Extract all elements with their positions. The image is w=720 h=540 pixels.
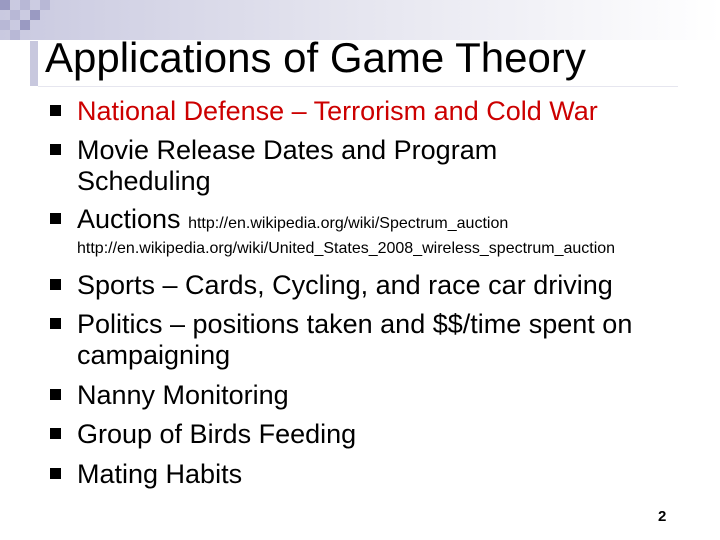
square-bullet-icon — [50, 105, 61, 116]
title-accent-bar — [30, 41, 38, 86]
banner-square — [20, 0, 30, 10]
banner-square — [30, 10, 40, 20]
square-bullet-icon — [50, 144, 61, 155]
square-bullet-icon — [50, 468, 61, 479]
bullet-text: Group of Birds Feeding — [77, 419, 357, 449]
banner-square — [0, 0, 10, 10]
square-bullet-icon — [50, 389, 61, 400]
spectrum-auction-link[interactable]: http://en.wikipedia.org/wiki/Spectrum_auction — [188, 215, 509, 232]
slide-title: Applications of Game Theory — [45, 34, 586, 81]
wireless-auction-link[interactable]: http://en.wikipedia.org/wiki/United_States_2008_wireless_spectrum_auction — [77, 240, 616, 257]
title-underline — [38, 86, 678, 87]
bullet-text: Movie Release Dates and Program Scheduling — [77, 135, 498, 196]
bullet-text: Politics – positions taken and $$/time spent on campaigning — [77, 309, 633, 370]
banner-square — [10, 10, 20, 20]
banner-square — [40, 0, 50, 10]
page-number: 2 — [658, 508, 667, 525]
bullet-text: Nanny Monitoring — [77, 380, 289, 410]
square-bullet-icon — [50, 213, 61, 224]
bullet-text-wrap — [77, 204, 697, 239]
banner-square — [10, 30, 20, 40]
banner-square — [20, 20, 30, 30]
square-bullet-icon — [50, 428, 61, 439]
square-bullet-icon — [50, 318, 61, 329]
bullet-text: Sports – Cards, Cycling, and race car driving — [77, 270, 613, 300]
square-bullet-icon — [50, 279, 61, 290]
bullet-text: Auctions — [77, 204, 181, 234]
banner-square — [0, 20, 10, 30]
bullet-text: National Defense – Terrorism and Cold War — [77, 96, 598, 126]
bullet-text: Mating Habits — [77, 459, 243, 489]
